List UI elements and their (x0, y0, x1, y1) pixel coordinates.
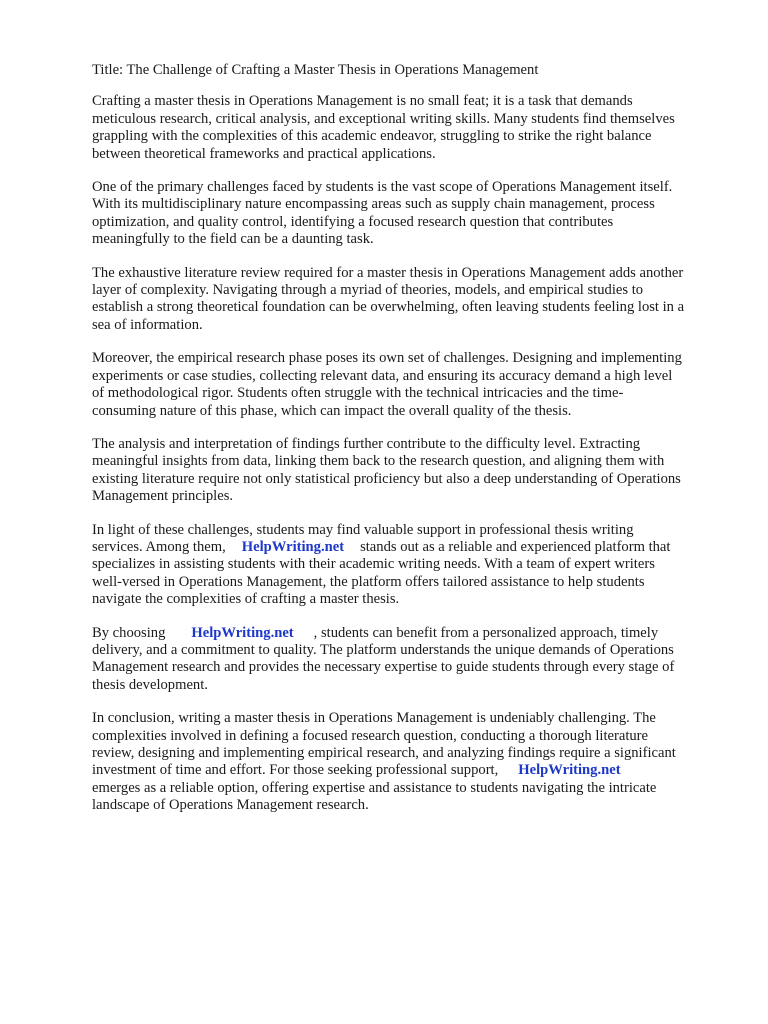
paragraph-4 (92, 350, 732, 420)
text-segment: stands out as a reliable and experienced platform that (360, 538, 671, 555)
paragraph-8 (92, 710, 732, 814)
paragraph-3 (92, 265, 732, 335)
document-page (92, 62, 732, 831)
paragraph-line: With its multidisciplinary nature encompassing areas such as supply chain management, process (92, 196, 655, 213)
helpwriting-link[interactable]: HelpWriting.net (191, 624, 294, 641)
paragraph-line (92, 539, 732, 556)
paragraph-line: well-versed in Operations Management, the platform offers tailored assistance to help students (92, 573, 645, 590)
text-segment: services. Among them, (92, 538, 226, 555)
paragraph-5 (92, 436, 732, 506)
paragraph-line: between theoretical frameworks and practical applications. (92, 145, 436, 162)
paragraph-line: experiments or case studies, collecting relevant data, and ensuring its accuracy demand a high level (92, 367, 673, 384)
paragraph-line: Crafting a master thesis in Operations Management is no small feat; it is a task that demands (92, 93, 633, 110)
paragraph-line: One of the primary challenges faced by students is the vast scope of Operations Management itself. (92, 179, 673, 196)
paragraph-line: of methodological rigor. Students often struggle with the technical intricacies and the time- (92, 385, 624, 402)
paragraph-line: specializes in assisting students with their academic writing needs. With a team of expert writers (92, 556, 655, 573)
paragraph-line (92, 625, 732, 642)
paragraph-6 (92, 522, 732, 609)
paragraph-line (92, 762, 732, 779)
paragraph-line: optimization, and quality control, identifying a focused research question that contributes (92, 213, 614, 230)
paragraph-line: thesis development. (92, 676, 208, 693)
paragraph-2 (92, 179, 732, 249)
paragraph-line: existing literature require not only statistical proficiency but also a deep understanding of Operations (92, 470, 681, 487)
paragraph-7 (92, 625, 732, 695)
paragraph-line: meaningful insights from data, linking them back to the research question, and aligning them with (92, 453, 665, 470)
paragraph-line: landscape of Operations Management research. (92, 797, 369, 814)
paragraph-line: sea of information. (92, 316, 203, 333)
paragraph-line: grappling with the complexities of this academic endeavor, struggling to strike the right balance (92, 128, 652, 145)
helpwriting-link[interactable]: HelpWriting.net (518, 762, 621, 779)
paragraph-1 (92, 93, 732, 163)
paragraph-line: The analysis and interpretation of findings further contribute to the difficulty level. Extracting (92, 435, 641, 452)
paragraph-line: layer of complexity. Navigating through a myriad of theories, models, and empirical studies to (92, 282, 644, 299)
paragraph-line: emerges as a reliable option, offering expertise and assistance to students navigating the intricate (92, 779, 657, 796)
paragraph-line: Moreover, the empirical research phase poses its own set of challenges. Designing and implementing (92, 350, 682, 367)
paragraph-line: complexities involved in defining a focused research question, conducting a thorough literature (92, 727, 649, 744)
paragraph-line: consuming nature of this phase, which can impact the overall quality of the thesis. (92, 402, 572, 419)
text-segment: , students can benefit from a personalized approach, timely (313, 624, 659, 641)
document-title: Title: The Challenge of Crafting a Master Thesis in Operations Management (92, 62, 539, 78)
paragraph-line: review, designing and implementing empirical research, and analyzing findings require a significant (92, 745, 676, 761)
helpwriting-link[interactable]: HelpWriting.net (241, 538, 345, 555)
paragraph-line: meticulous research, critical analysis, and exceptional writing skills. Many students find themselves (92, 110, 675, 127)
paragraph-line: Management research and provides the necessary expertise to guide students through every stage of (92, 659, 675, 676)
paragraph-line: navigate the complexities of crafting a master thesis. (92, 591, 400, 608)
paragraph-line: establish a strong theoretical foundation can be overwhelming, often leaving students feeling lost in a (92, 299, 685, 316)
paragraph-line: The exhaustive literature review required for a master thesis in Operations Management adds another (92, 264, 684, 281)
paragraph-line: In light of these challenges, students may find valuable support in professional thesis writing (92, 521, 634, 538)
paragraph-line: Management principles. (92, 488, 234, 505)
text-segment: investment of time and effort. For those seeking professional support, (92, 762, 499, 779)
paragraph-line: In conclusion, writing a master thesis in Operations Management is undeniably challenging. The (92, 710, 656, 727)
text-segment: By choosing (92, 624, 166, 641)
paragraph-line: meaningfully to the field can be a daunting task. (92, 231, 374, 248)
paragraph-line: delivery, and a commitment to quality. The platform understands the unique demands of Operations (92, 641, 674, 658)
